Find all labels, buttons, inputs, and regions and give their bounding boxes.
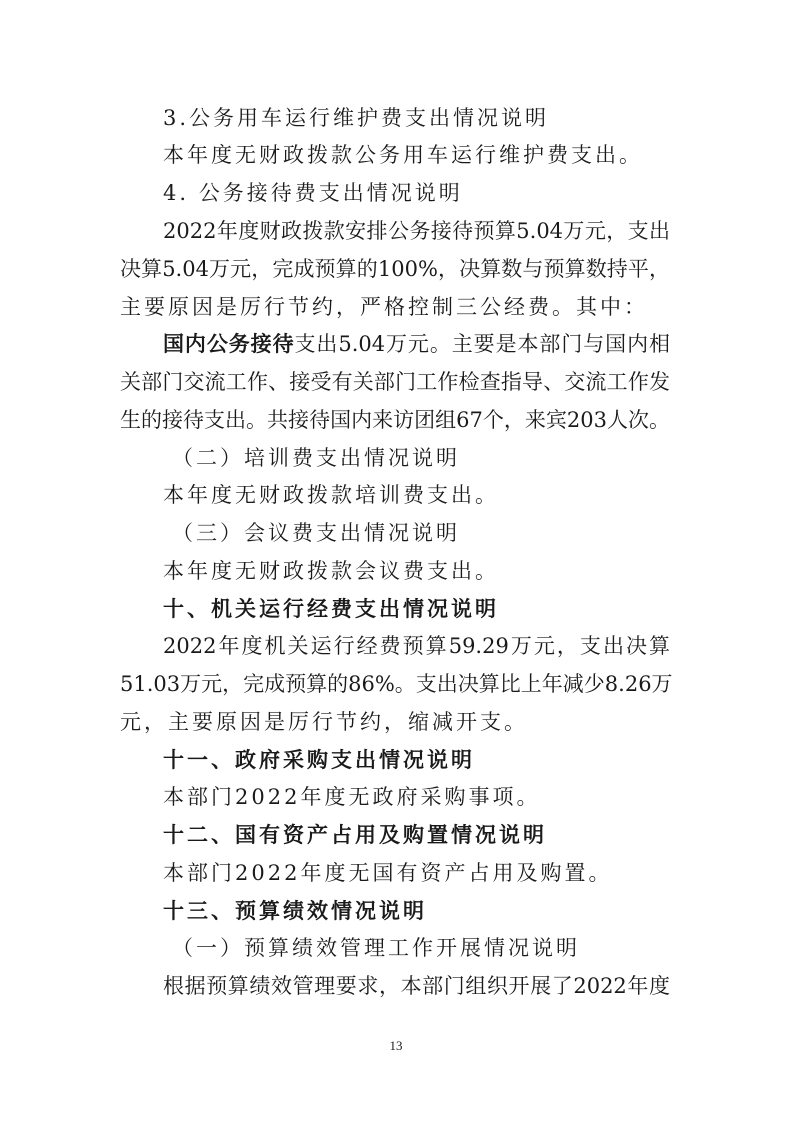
- heading-section-11: 十一、政府采购支出情况说明: [163, 748, 475, 772]
- paragraph-line: 本部门2022年度无国有资产占用及购置。: [163, 861, 613, 885]
- paragraph-line: 2022年度机关运行经费预算59.29万元，支出决算: [163, 634, 670, 658]
- paragraph-line: 本部门2022年度无政府采购事项。: [163, 785, 541, 809]
- heading-section-12: 十二、国有资产占用及购置情况说明: [163, 823, 547, 847]
- heading-performance-management: （一）预算绩效管理工作开展情况说明: [172, 936, 580, 960]
- paragraph-line: 本年度无财政拨款培训费支出。: [163, 483, 499, 507]
- paragraph-line: 根据预算绩效管理要求，本部门组织开展了2022年度: [163, 974, 670, 998]
- heading-section-13: 十三、预算绩效情况说明: [163, 899, 427, 923]
- paragraph-line: 本年度无财政拨款公务用车运行维护费支出。: [163, 143, 643, 167]
- paragraph-line: 元，主要原因是厉行节约，缩减开支。: [120, 710, 528, 734]
- heading-training-expense: （二）培训费支出情况说明: [172, 446, 460, 470]
- paragraph-line: 2022年度财政拨款安排公务接待预算5.04万元，支出: [163, 219, 670, 243]
- page-number: 13: [389, 1038, 403, 1053]
- heading-reception-expense: 4. 公务接待费支出情况说明: [163, 181, 463, 205]
- paragraph-line: 主要原因是厉行节约，严格控制三公经费。其中：: [120, 295, 648, 319]
- paragraph-line: 决算5.04万元，完成预算的100%，决算数与预算数持平，: [120, 257, 670, 281]
- paragraph-line: 生的接待支出。共接待国内来访团组67个，来宾203人次。: [120, 408, 670, 432]
- paragraph-line: 关部门交流工作、接受有关部门工作检查指导、交流工作发: [120, 370, 670, 394]
- domestic-reception-label: 国内公务接待: [163, 332, 295, 356]
- domestic-reception-text: 支出5.04万元。主要是本部门与国内相: [294, 332, 670, 356]
- paragraph-line: [0, 329, 670, 359]
- paragraph-line: 51.03万元，完成预算的86%。支出决算比上年减少8.26万: [120, 672, 673, 696]
- paragraph-line: 本年度无财政拨款会议费支出。: [163, 559, 499, 583]
- heading-vehicle-expense: 3.公务用车运行维护费支出情况说明: [163, 106, 550, 130]
- heading-section-10: 十、机关运行经费支出情况说明: [163, 597, 499, 621]
- heading-meeting-expense: （三）会议费支出情况说明: [172, 521, 460, 545]
